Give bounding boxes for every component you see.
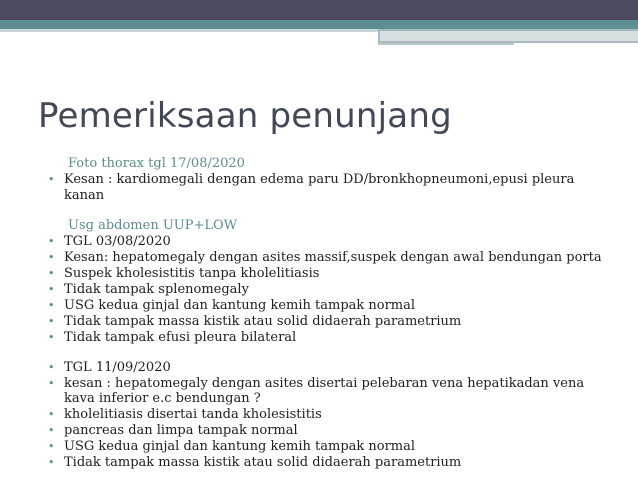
list-item-text: TGL 03/08/2020 (64, 233, 171, 249)
bullet-icon: • (48, 456, 55, 469)
list-item-text: Kesan: hepatomegaly dengan asites massif,suspek dengan awal bendungan porta (64, 249, 602, 265)
list-item-text: USG kedua ginjal dan kantung kemih tampak normal (64, 297, 416, 313)
bullet-icon: • (48, 376, 55, 390)
list-item-text: pancreas dan limpa tampak normal (64, 423, 298, 438)
bullet-icon: • (48, 282, 55, 296)
bullet-icon: • (48, 234, 55, 248)
bullet-icon: • (48, 266, 55, 280)
list-item (48, 407, 618, 423)
bullet-list (48, 234, 618, 346)
bullet-icon: • (48, 440, 55, 453)
bullet-list (48, 360, 618, 471)
list-item (48, 282, 618, 298)
section-spacer (48, 204, 618, 218)
list-item (48, 234, 618, 250)
list-item (48, 250, 618, 266)
list-item-text: TGL 11/09/2020 (64, 359, 171, 375)
list-item (48, 330, 618, 346)
bullet-icon: • (48, 250, 55, 264)
header-band-teal (0, 20, 638, 29)
list-item (48, 314, 618, 330)
bullet-icon: • (48, 173, 55, 186)
list-item-text: Kesan : kardiomegali dengan edema paru DD/bronkhopneumoni,epusi pleura kanan (64, 172, 575, 203)
list-item (48, 266, 618, 282)
list-item-text: Tidak tampak efusi pleura bilateral (64, 329, 297, 345)
list-item-text: Suspek kholesistitis tanpa kholelitiasis (64, 265, 320, 281)
list-item-text: Tidak tampak splenomegaly (64, 281, 249, 297)
header-band-dark (0, 0, 638, 20)
slide-content (48, 156, 618, 471)
list-item (48, 455, 618, 471)
section-subheading: Foto thorax tgl 17/08/2020 (68, 156, 245, 171)
list-item (48, 376, 618, 407)
bullet-icon: • (48, 408, 55, 421)
list-item-text: USG kedua ginjal dan kantung kemih tampak normal (64, 439, 416, 454)
list-item-text: Tidak tampak massa kistik atau solid didaerah parametrium (64, 313, 462, 329)
header-band-right-line (378, 43, 514, 45)
bullet-icon: • (48, 424, 55, 437)
list-item (48, 360, 618, 376)
list-item (48, 423, 618, 439)
list-item-text: kesan : hepatomegaly dengan asites disertai pelebaran vena hepatikadan vena kava inferior e.c bendungan ? (64, 375, 585, 406)
section-subheading: Usg abdomen UUP+LOW (68, 217, 238, 233)
section-spacer (48, 346, 618, 360)
list-item (48, 172, 618, 203)
slide-title: Pemeriksaan penunjang (38, 96, 452, 136)
bullet-icon: • (48, 298, 55, 312)
bullet-icon: • (48, 314, 55, 328)
list-item-text: Tidak tampak massa kistik atau solid didaerah parametrium (64, 455, 462, 470)
header-band-right-inner (380, 31, 638, 41)
bullet-list (48, 172, 618, 203)
list-item-text: kholelitiasis disertai tanda kholesistitis (64, 407, 322, 422)
bullet-icon: • (48, 360, 55, 374)
list-item (48, 439, 618, 455)
list-item (48, 298, 618, 314)
bullet-icon: • (48, 330, 55, 344)
